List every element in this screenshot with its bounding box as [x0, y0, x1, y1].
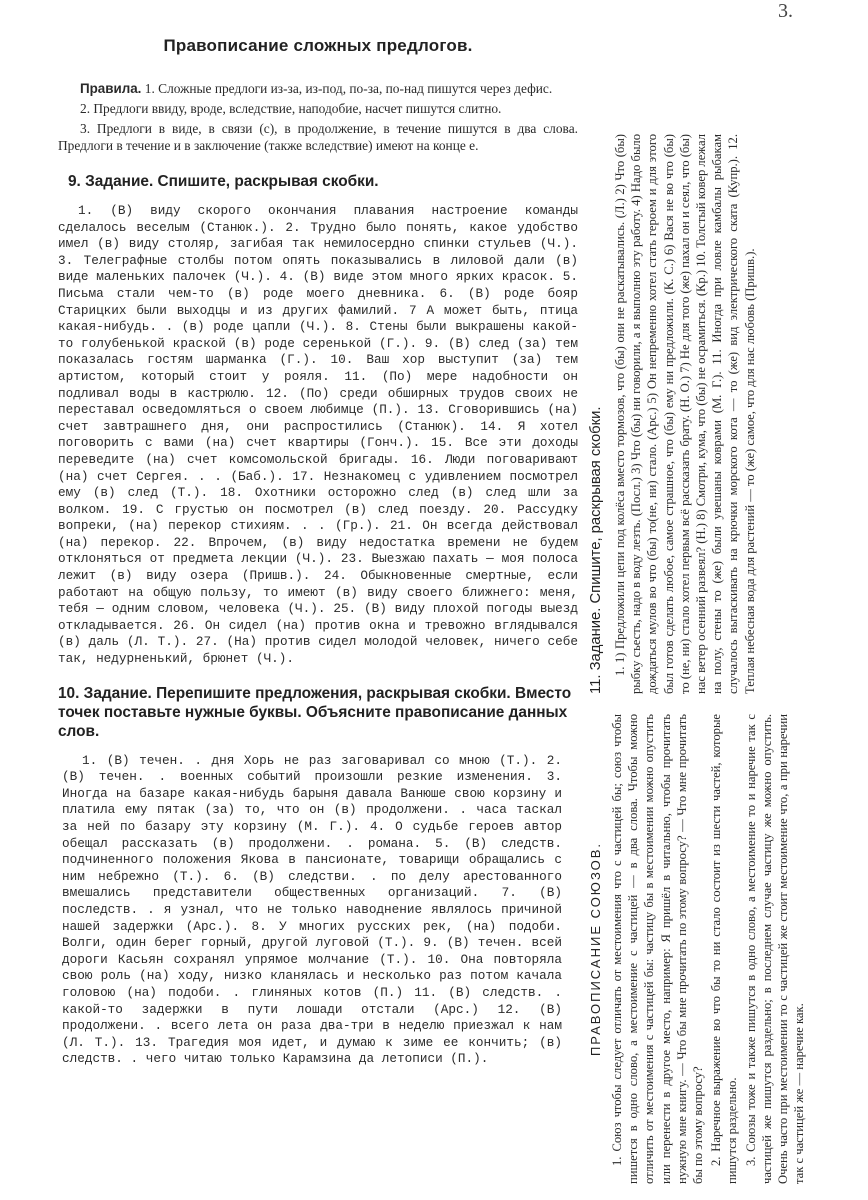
conjunctions-rule-1: 1. Союз чтобы следует отличать от местоимения что с частицей бы; союз чтобы пишется в одно слово, а местоимение с частицей — в два слова. Чтобы можно отличить от местоимения с частицей бы: частицу бы в местоимении можно опустить или перенести в другое место, например: Я пришёл в читальню, чтобы прочитать нужную мне книгу. — Что бы мне прочитать по этому вопросу? — Что мне прочитать бы по этому вопросу?: [610, 714, 706, 1184]
rule-1: [58, 80, 578, 97]
rotated-right-column: [588, 124, 854, 1184]
exercise-11-block: [588, 134, 809, 694]
rule-3: 3. Предлоги в виде, в связи (с), в продолжение, в течение пишутся в два слова. Предлоги в течение и в заключение (также вследствие) имеют на конце е.: [58, 121, 578, 153]
rotated-section: [588, 124, 809, 1184]
conjunctions-rule-2: 2. Наречное выражение во что бы то ни стало состоит из шести частей, которые пишутся раздельно.: [709, 714, 740, 1184]
rules-lead: Правила.: [80, 81, 142, 96]
exercise-11-text: 1. 1) Предложили цепи под колёса вместо тормозов, что (бы) они не раскатывались. (Л.) 2) Что (бы) рыбку съесть, надо в воду лезть. (Посл.) 3) Что (бы) ни говорили, а я выполню эту работу. 4) Надо было дождаться мулов во что (бы) то(не, ни) стало. (Арс.) 5) Он непременно хотел стать героем и для этого был готов сделать любое, самое страшное, что (бы) ему ни предложили. (К. С.) 6) Вася не во что (бы) то (не, ни) стало хотел первым всё рассказать брату. (Н. О.) 7) Не для того (же) пахал он и сеял, что (бы) нас ветер осенний развеял? (Н.) 8) Смотри, кума, что (бы) не осрамиться. (Кр.) 10. Толстый ковер лежал на полу, стены то (же) были увешаны коврами (М. Г.). 11. Иногда при ловле камбалы рыбакам случалось вытаскивать на крючки морского кота — то (же) вид электрического ската (Купр.). 12. Теплая небесная вода для растений — то (же) самое, что для нас любовь (Пришв.).: [613, 134, 757, 694]
conjunctions-block: [588, 714, 809, 1184]
conjunctions-title: ПРАВОПИСАНИЕ СОЮЗОВ.: [588, 841, 603, 1057]
exercise-11-heading: 11. Задание. Спишите, раскрывая скобки.: [588, 406, 604, 694]
conjunctions-rule-3: 3. Союзы тоже и также пишутся в одно слово, а местоимение то и наречие так с частицей же пишутся раздельно; в последнем случае частицу же можно опустить. Очень часто при местоимении то с частицей же стоит местоимение что, а при наречии так с частицей же — наречие как.: [743, 714, 807, 1184]
rules-block: [58, 80, 578, 154]
rule-2: 2. Предлоги ввиду, вроде, вследствие, наподобие, насчет пишутся слитно.: [80, 101, 502, 116]
exercise-10-text: 1. (В) течен. . дня Хорь не раз заговаривал со мною (Т.). 2. (В) течен. . военных событий произошли резкие изменения. 3. Иногда на базаре какая-нибудь барыня давала Ванюше свою корзину и платила ему пятак (за) то, что он (в) продолжени. . часа таскал за ней по базару эту корзину (М. Г.). 4. О судьбе героев автор обещал рассказать (в) продолжени. . романа. 5. (В) следств. подчиненного положения Якова в пансионате, товарищи обращались с ним небрежно (Т.). 6. (В) следстви. . по делу арестованного вмешались представители общественных организаций. 7. (В) последств. . я узнал, что не только наводнение являлось причиной нашей задержки (Арс.). 8. У многих русских рек, (на) подоби. Волги, один берег горный, другой луговой (Т.). 9. (В) течен. всей дороги Касьян сохранял упрямое молчание (Т.). 10. Она повторяла свою роль (на) ходу, низко кланялась и несколько раз потом качала головою (на) подоби. . глиняных котов (П.) 11. (В) следств. . какой-то задержки в пути лошади отстали (Арс.) 12. (В) продолжени. . всего лета он раза два-три в неделю приезжал к нам (Л. Т.). 13. Трагедия моя идет, и думаю к зиме ее кончить; (в) следств. . чего читаю только Карамзина да летописи (П.).: [62, 752, 562, 1067]
rule-1-text: 1. Сложные предлоги из-за, из-под, по-за, по-над пишутся через дефис.: [144, 81, 553, 96]
exercise-9-text: 1. (В) виду скорого окончания плавания настроение команды сделалось веселым (Станюк.). 2. Трудно было понять, какое удобство имел (в) виду столяр, загибая так немилосердно спинки стульев (Ч.). 3. Телеграфные столбы потом опять показывались в лиловой дали (в) виде маленьких палочек (Ч.). 4. (В) виде этом много ярких красок. 5. Письма стали чем-то (в) роде моего дневника. 6. (В) роде бояр Старицких были выходцы и из других фамилий. 7 А может быть, птица какая-нибудь. . (в) роде цапли (Ч.). 8. Стены были выкрашены какой-то голубенькой краской (в) роде серенькой (Г.). 9. (В) след (за) тем показалась гостям шарманка (Г.). 10. Ваш хор выступит (за) тем артистом, который стоит у рояля. 11. (По) мере надобности он подливал воды в кастрюлю. 12. (По) среди обширных трудов своих не переставал осведомляться о своем любимце (П.). 13. Сговорившись (на) счет завтрашнего дня, они распростились (Станюк). 14. Я хотел поговорить с вами (на) счет квартиры (Гонч.). 15. Все эти доходы переведите (на) счет комсомольской бригады. 16. Люди поговаривают (на) счет Сергея. . . (Баб.). 17. Незнакомец с удивлением посмотрел ему (в) след (Т.). 18. Охотники осторожно след (в) след шли за волком. 19. С грустью он посмотрел (в) след поезду. 20. Рассудку вопреки, (на) перекор стихиям. . . (Гр.). 21. Он всегда действовал (на) перекор. 22. Впрочем, (в) виду недостатка времени не будем отклоняться от предмета лекции (Ч.). 23. Выезжаю пахать — моя полоса лежит (в) виду озера (Пришв.). 24. Обыкновенные смертные, если работают на общую пользу, то имеют (в) виду своего ближнего: меня, тебя — одним словом, человека (Ч.). 25. (В) виду плохой погоды выезд откладывается. 26. Он сидел (на) против окна и тревожно вглядывался (в) даль (Л. Т.). 27. (На) против сидел молодой человек, ничего себе так, недурненький, брюнет (Ч.).: [58, 203, 578, 667]
exercise-10-heading: 10. Задание. Перепишите предложения, раскрывая скобки. Вместо точек поставьте нужные буквы. Объясните правописание данных слов.: [58, 684, 572, 740]
exercise-9-heading: 9. Задание. Спишите, раскрывая скобки.: [68, 173, 379, 190]
left-column: [58, 36, 578, 1084]
page-number: 3.: [778, 0, 793, 22]
page-title: Правописание сложных предлогов.: [163, 36, 473, 55]
